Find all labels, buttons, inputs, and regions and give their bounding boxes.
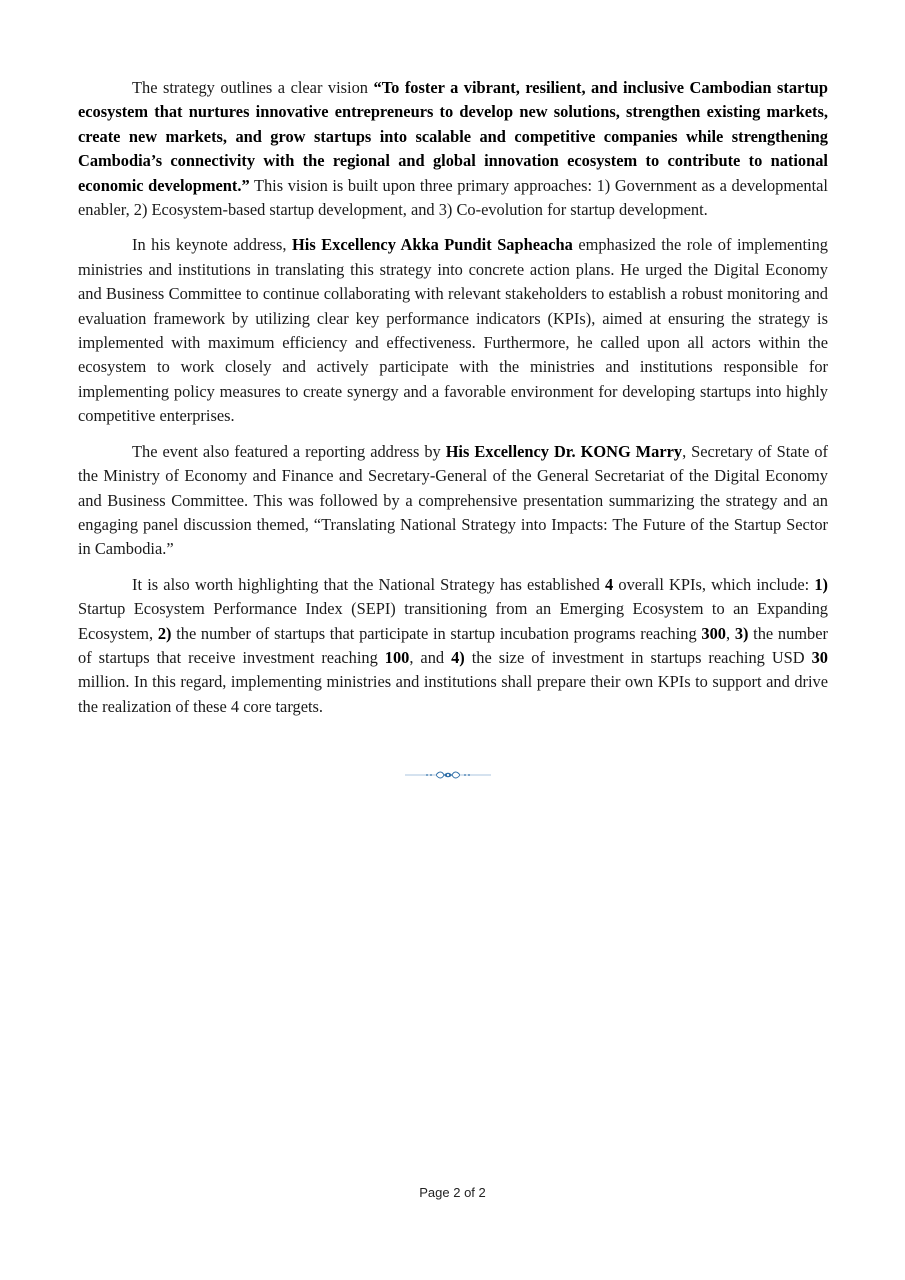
- text-segment-bold: His Excellency Akka Pundit Sapheacha: [292, 235, 573, 255]
- text-segment: , Secretary of State of the Ministry of Economy and Finance and Secretary-General of the General Secretariat of the Digital Economy and Business Committee. This was followed by a comprehensive presentation summarizing the strategy and an engaging panel discussion themed, “Translating National Strategy into Impacts: The Future of the Startup Sector in Cambodia.”: [78, 441, 828, 559]
- paragraph-reporting-address: [78, 440, 828, 562]
- text-segment-bold: 300: [701, 623, 726, 643]
- text-segment: million. In this regard, implementing ministries and institutions shall prepare their own KPIs to support and drive the realization of these 4 core targets.: [78, 672, 828, 716]
- text-segment-bold: 2): [157, 623, 172, 643]
- text-segment: The event also featured a reporting address by: [132, 441, 446, 461]
- text-segment: The strategy outlines a clear vision: [132, 78, 374, 97]
- paragraph-vision: [78, 76, 828, 222]
- text-segment-bold: 100: [384, 647, 410, 667]
- paragraph-kpis: [78, 573, 828, 719]
- text-segment-bold: His Excellency Dr. KONG Marry: [445, 441, 683, 461]
- text-segment-bold: 1): [814, 574, 828, 594]
- text-segment-bold: 3): [734, 623, 749, 643]
- text-segment-bold: 30: [811, 647, 828, 667]
- text-segment: ,: [726, 623, 735, 643]
- paragraph-keynote: [78, 233, 828, 428]
- text-segment-bold: “To foster a vibrant, resilient, and inclusive Cambodian startup ecosystem that nurtures innovative entrepreneurs to develop new solutions, strengthen existing markets, create new markets, and grow startups into scalable and competitive companies while strengthening Cambodia’s connectivity with the regional and global innovation ecosystem to contribute to national economic development.”: [78, 78, 829, 195]
- decorative-divider-icon: [405, 768, 491, 782]
- text-segment: , and: [409, 647, 452, 667]
- page-number: Page 2 of 2: [419, 1185, 486, 1200]
- text-segment-bold: 4: [605, 574, 614, 594]
- document-body: [78, 76, 828, 730]
- text-segment-bold: 4): [451, 647, 465, 667]
- text-segment: It is also worth highlighting that the National Strategy has established: [132, 574, 605, 594]
- text-segment: emphasized the role of implementing ministries and institutions in translating this strategy into concrete action plans. He urged the Digital Economy and Business Committee to continue collaborating with relevant stakeholders to establish a robust monitoring and evaluation framework by utilizing clear key performance indicators (KPIs), aimed at ensuring the strategy is implemented with maximum efficiency and effectiveness. Furthermore, he called upon all actors within the ecosystem to work closely and actively participate with the ministries and institutions responsible for implementing policy measures to create synergy and a favorable environment for developing startups into highly competitive enterprises.: [78, 235, 829, 426]
- text-segment: This vision is built upon three primary approaches: 1) Government as a developmental enabler, 2) Ecosystem-based startup development, and 3) Co-evolution for startup development.: [78, 175, 828, 220]
- text-segment: overall KPIs, which include:: [613, 574, 815, 594]
- text-segment: Startup Ecosystem Performance Index (SEPI) transitioning from an Emerging Ecosystem to an Expanding Ecosystem,: [78, 599, 828, 643]
- text-segment: In his keynote address,: [132, 235, 293, 255]
- text-segment: the number of startups that participate in startup incubation programs reaching: [171, 623, 702, 643]
- text-segment: the number of startups that receive investment reaching: [78, 623, 828, 667]
- text-segment: the size of investment in startups reaching USD: [464, 647, 812, 667]
